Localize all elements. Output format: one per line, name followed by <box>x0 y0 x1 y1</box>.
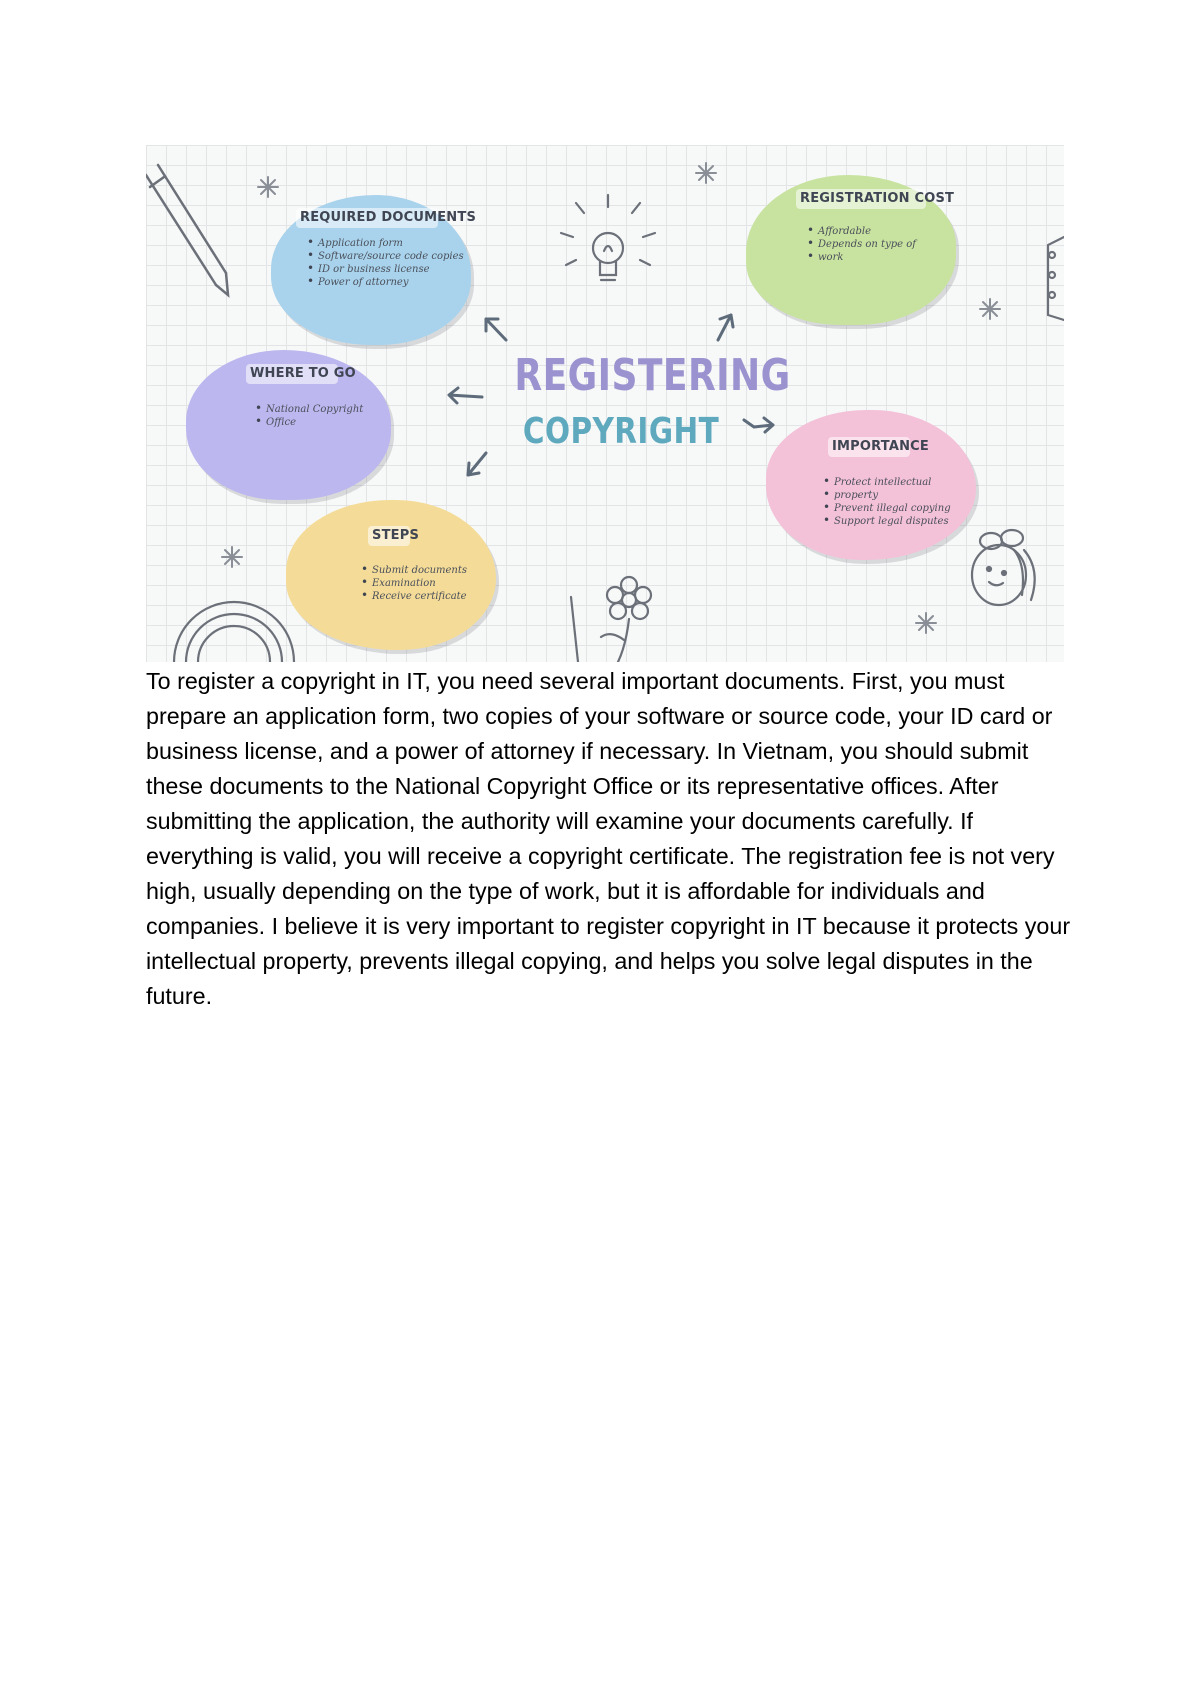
body-paragraph: To register a copyright in IT, you need several important documents. First, you must prepare an application form, two copies of your software or source code, your ID card or business license, and a power of attorney if necessary. In Vietnam, you should submit these documents to the National Copyright Office or its representative offices. After submitting the application, the authority will examine your documents carefully. If everything is valid, you will receive a copyright certificate. The registration fee is not very high, usually depending on the type of work, but it is affordable for individuals and companies. I believe it is very important to register copyright in IT because it protects your intellectual property, prevents illegal copying, and helps you solve legal disputes in the future. <box>146 668 1071 1009</box>
required-documents-title: REQUIRED DOCUMENTS <box>300 210 477 225</box>
list-item: • Power of attorney <box>318 276 464 289</box>
registration-cost-list <box>806 225 916 264</box>
notebook-icon <box>1048 237 1064 320</box>
list-item: • property <box>834 489 951 502</box>
main-title: REGISTERING <box>514 350 791 401</box>
list-item: • Application form <box>318 237 464 250</box>
pencil-icon <box>146 165 228 295</box>
list-item: • work <box>818 251 916 264</box>
list-item: • Submit documents <box>372 564 467 577</box>
list-item: • National Copyright <box>266 403 363 416</box>
steps-list <box>360 564 467 603</box>
list-item: • Support legal disputes <box>834 515 951 528</box>
infographic-figure <box>146 145 1064 662</box>
arrow-up-left-icon <box>486 319 506 340</box>
importance-list <box>822 476 951 528</box>
arrow-down-left-icon <box>468 453 486 475</box>
arrow-right-icon <box>744 418 773 432</box>
arrow-left-icon <box>449 388 482 403</box>
list-item: • Depends on type of <box>818 238 916 251</box>
registration-cost-title: REGISTRATION COST <box>800 191 955 206</box>
lightbulb-icon <box>561 195 655 280</box>
rainbow-icon <box>174 602 294 662</box>
steps-title: STEPS <box>372 528 420 543</box>
list-item: • Protect intellectual <box>834 476 951 489</box>
list-item: • Affordable <box>818 225 916 238</box>
required-documents-list <box>306 237 464 289</box>
where-to-go-title: WHERE TO GO <box>250 366 356 381</box>
where-to-go-list <box>254 403 363 429</box>
bee-icon <box>972 530 1035 605</box>
list-item: • Receive certificate <box>372 590 467 603</box>
list-item: • ID or business license <box>318 263 464 276</box>
list-item: • Office <box>266 416 363 429</box>
flower-icon <box>571 577 651 662</box>
list-item: • Examination <box>372 577 467 590</box>
arrow-up-right-icon <box>718 315 733 340</box>
list-item: • Software/source code copies <box>318 250 464 263</box>
importance-title: IMPORTANCE <box>832 439 929 454</box>
list-item: • Prevent illegal copying <box>834 502 951 515</box>
sub-title: COPYRIGHT <box>522 411 720 452</box>
